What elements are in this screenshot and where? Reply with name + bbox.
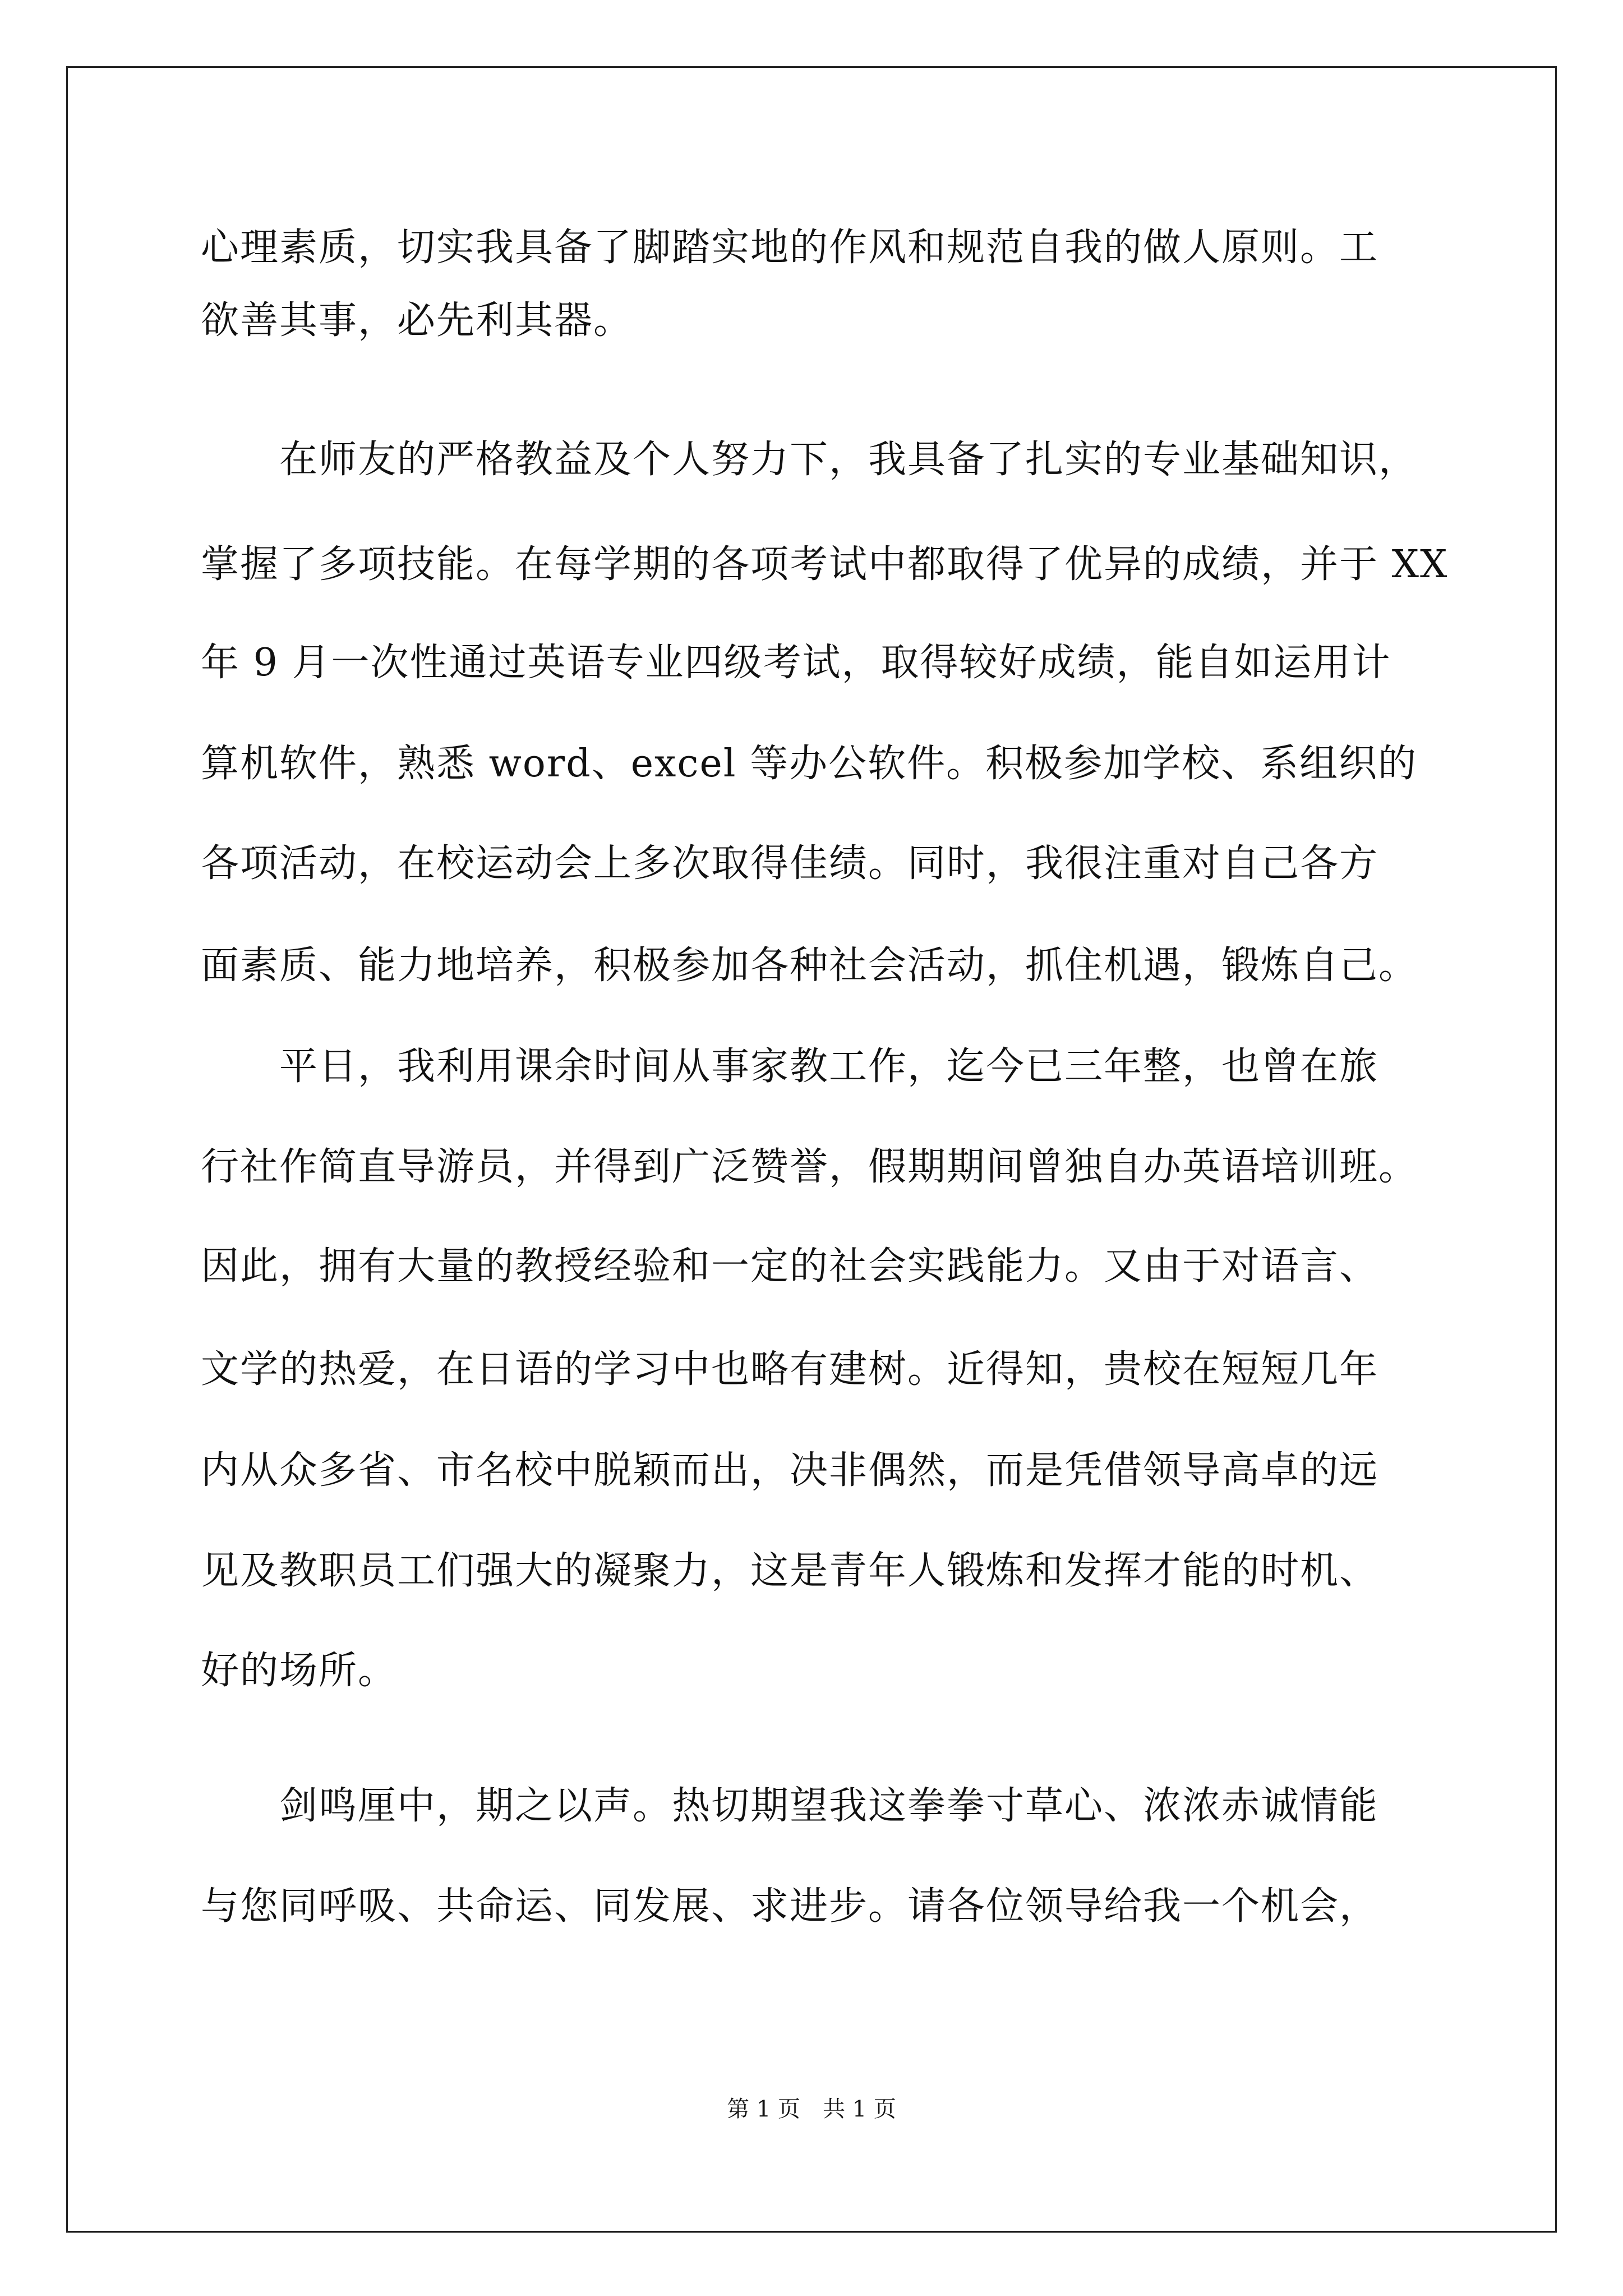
text-line: 欲善其事，必先利其器。 xyxy=(201,298,633,343)
text-line: 剑鸣厘中，期之以声。热切期望我这拳拳寸草心、浓浓赤诚情能 xyxy=(201,1784,1379,1828)
text-line: 内从众多省、市名校中脱颖而出，决非偶然，而是凭借领导高卓的远 xyxy=(201,1448,1379,1493)
text-line: 行社作简直导游员，并得到广泛赞誉，假期期间曾独自办英语培训班。 xyxy=(201,1145,1418,1189)
text-line: 与您同呼吸、共命运、同发展、求进步。请各位领导给我一个机会， xyxy=(201,1884,1379,1929)
text-line: 各项活动，在校运动会上多次取得佳绩。同时，我很注重对自己各方 xyxy=(201,841,1379,886)
text-line: 心理素质，切实我具备了脚踏实地的作风和规范自我的做人原则。工 xyxy=(201,226,1379,270)
text-line: 年 9 月一次性通过英语专业四级考试，取得较好成绩，能自如运用计 xyxy=(201,641,1391,685)
text-line: 掌握了多项技能。在每学期的各项考试中都取得了优异的成绩，并于 XX xyxy=(201,542,1449,587)
text-line: 面素质、能力地培养，积极参加各种社会活动，抓住机遇，锻炼自己。 xyxy=(201,944,1418,988)
page-number: 第 1 页 共 1 页 xyxy=(727,2096,896,2122)
text-line: 文学的热爱，在日语的学习中也略有建树。近得知，贵校在短短几年 xyxy=(201,1347,1379,1392)
text-line: 见及教职员工们强大的凝聚力，这是青年人锻炼和发挥才能的时机、 xyxy=(201,1549,1379,1593)
text-line: 平日，我利用课余时间从事家教工作，迄今已三年整，也曾在旅 xyxy=(201,1045,1379,1089)
text-line: 在师友的严格教益及个人努力下，我具备了扎实的专业基础知识， xyxy=(201,438,1418,482)
text-line: 好的场所。 xyxy=(201,1649,398,1693)
text-line: 因此，拥有大量的教授经验和一定的社会实践能力。又由于对语言、 xyxy=(201,1244,1379,1289)
text-line: 算机软件，熟悉 word、excel 等办公软件。积极参加学校、系组织的 xyxy=(201,742,1418,786)
